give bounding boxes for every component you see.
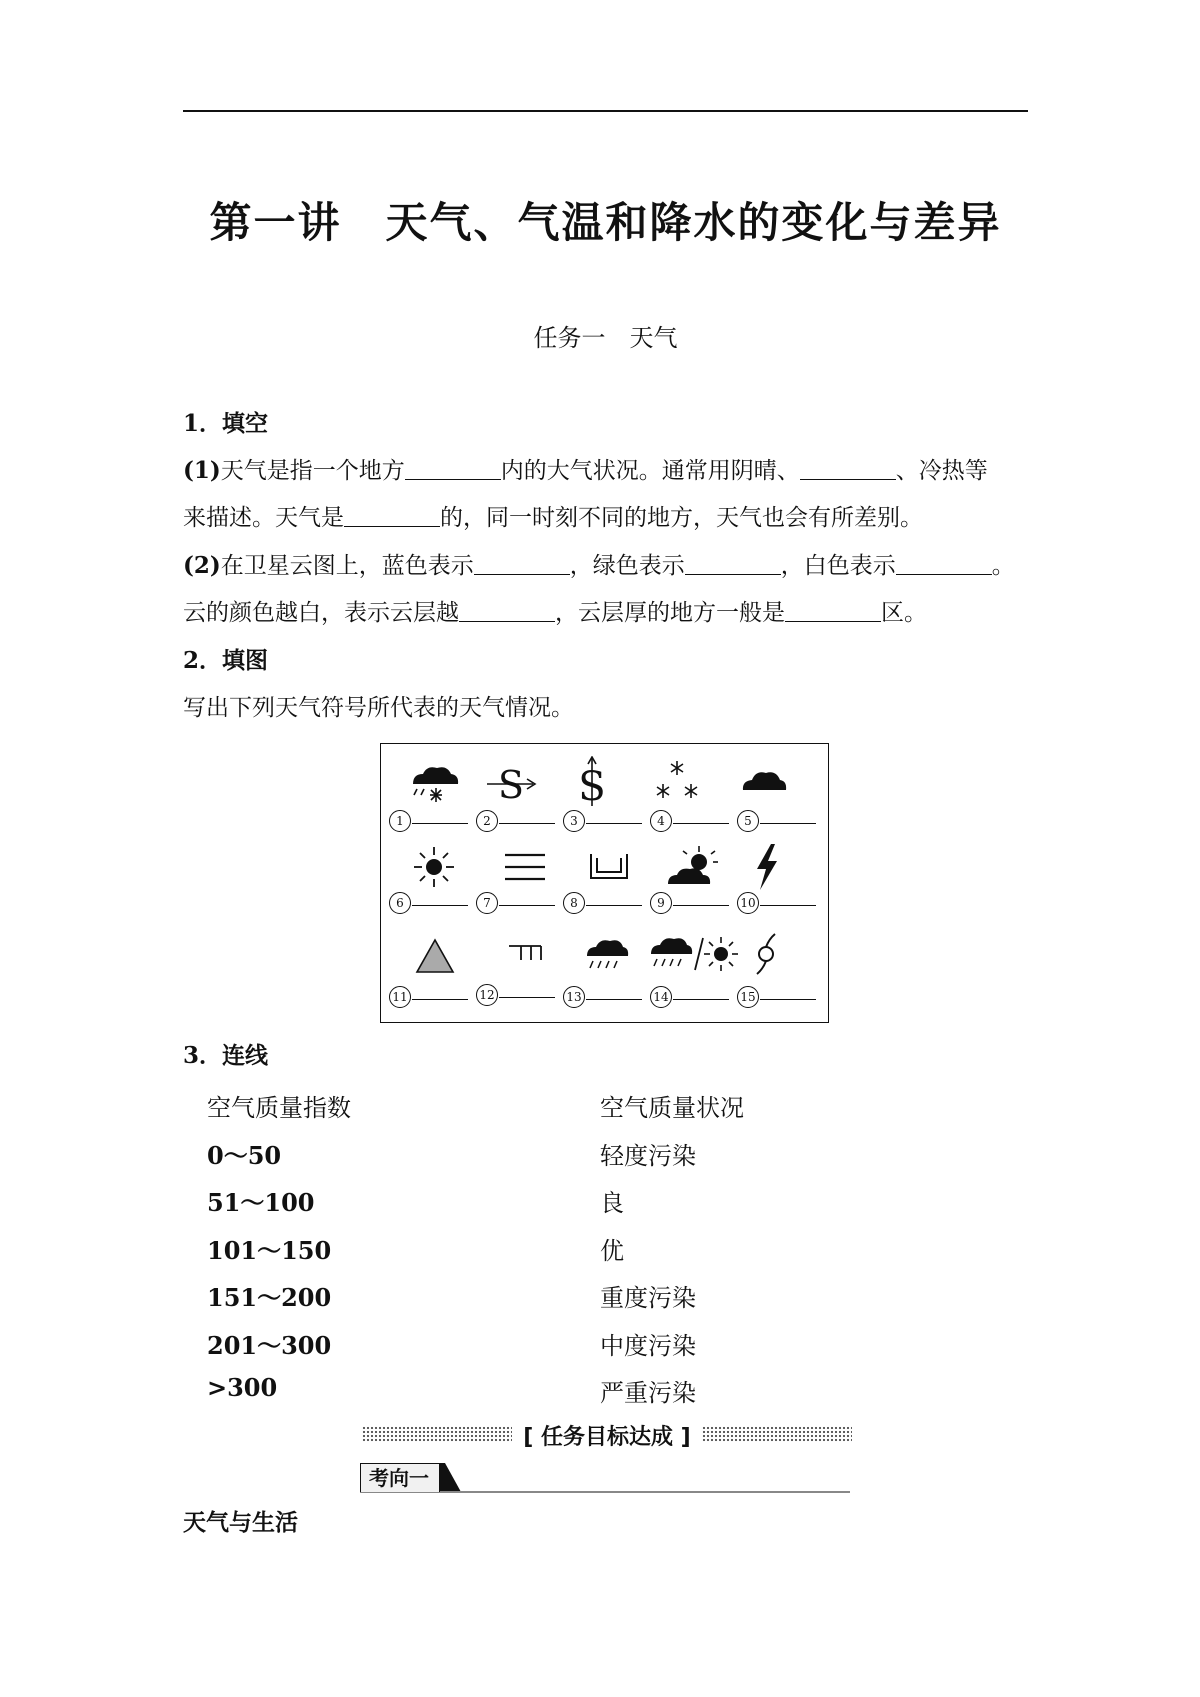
symbol-label	[389, 892, 468, 914]
air-quality-status[interactable]: 轻度污染	[600, 1142, 696, 1170]
page-title: 第一讲 天气、气温和降水的变化与差异	[209, 198, 1002, 247]
typhoon-icon	[749, 930, 783, 978]
section-2-heading: 2．填图	[183, 647, 269, 674]
answer-line[interactable]	[499, 997, 555, 998]
banner-text: [ 任务目标达成 ]	[523, 1425, 691, 1450]
svg-text:S: S	[578, 764, 606, 808]
answer-line[interactable]	[586, 999, 642, 1000]
air-quality-status[interactable]: 中度污染	[600, 1332, 696, 1360]
tab-corner-icon	[439, 1463, 461, 1491]
blank-answer[interactable]	[685, 552, 781, 575]
answer-line[interactable]	[412, 999, 468, 1000]
symbol-label	[389, 810, 468, 832]
blank-answer[interactable]	[344, 504, 440, 527]
weather-symbol-panel	[380, 743, 829, 1023]
symbol-label	[737, 810, 816, 832]
question-1-line-2	[183, 503, 923, 533]
answer-line[interactable]	[586, 905, 642, 906]
symbol-label	[737, 986, 816, 1008]
task-goal-banner	[362, 1420, 852, 1448]
symbol-label	[563, 810, 642, 832]
sleet-cloud-icon	[405, 762, 465, 808]
symbol-label	[476, 810, 555, 832]
item-number: (2)	[183, 552, 221, 579]
text-segment: ，白色表示	[780, 553, 896, 579]
answer-line[interactable]	[499, 823, 555, 824]
right-column-header: 空气质量状况	[600, 1094, 744, 1122]
blank-answer[interactable]	[459, 599, 555, 622]
wind-barb-icon	[505, 940, 545, 970]
text-segment: ，绿色表示	[569, 553, 685, 579]
symbol-label	[476, 984, 555, 1006]
text-segment: 、冷热等	[895, 458, 988, 484]
section-2-intro: 写出下列天气符号所代表的天气情况。	[183, 695, 574, 721]
aqi-range[interactable]: >300	[207, 1373, 278, 1402]
symbol-number: 10	[737, 892, 759, 914]
symbol-number: 6	[389, 892, 411, 914]
symbol-label	[476, 892, 555, 914]
tab-label-text: 考向一	[369, 1466, 429, 1490]
symbol-number: 7	[476, 892, 498, 914]
symbol-number: 13	[563, 986, 585, 1008]
partly-cloudy-icon	[665, 844, 719, 890]
answer-line[interactable]	[412, 905, 468, 906]
blank-answer[interactable]	[474, 552, 570, 575]
symbol-number: 8	[563, 892, 585, 914]
symbol-number: 1	[389, 810, 411, 832]
symbol-number: 4	[650, 810, 672, 832]
air-quality-status[interactable]: 优	[600, 1237, 624, 1265]
rain-cloud-icon	[581, 934, 631, 976]
symbol-label	[389, 986, 468, 1008]
answer-line[interactable]	[673, 999, 729, 1000]
text-segment: 云的颜色越白，表示云层越	[183, 600, 459, 626]
symbol-number: 2	[476, 810, 498, 832]
sandstorm-icon	[481, 760, 541, 806]
answer-line[interactable]	[673, 823, 729, 824]
text-segment: 区。	[881, 600, 927, 626]
answer-line[interactable]	[499, 905, 555, 906]
section-1-heading: 1．填空	[183, 410, 269, 437]
symbol-label	[650, 986, 729, 1008]
blank-answer[interactable]	[800, 457, 896, 480]
symbol-number: 9	[650, 892, 672, 914]
question-2-line-1	[183, 551, 1015, 581]
symbol-label	[563, 986, 642, 1008]
symbol-label	[737, 892, 816, 914]
aqi-range[interactable]: 201～300	[207, 1331, 332, 1360]
answer-line[interactable]	[760, 905, 816, 906]
answer-line[interactable]	[760, 823, 816, 824]
snow-icon	[649, 756, 705, 808]
answer-line[interactable]	[586, 823, 642, 824]
section-3-heading: 3．连线	[183, 1042, 269, 1069]
header-rule	[183, 110, 1028, 112]
aqi-range[interactable]: 151～200	[207, 1283, 332, 1312]
left-column-header: 空气质量指数	[207, 1094, 351, 1122]
overcast-icon	[733, 766, 793, 802]
dust-storm-icon	[567, 756, 617, 808]
fog-icon	[503, 850, 547, 884]
topic-heading: 天气与生活	[183, 1510, 298, 1536]
symbol-number: 3	[563, 810, 585, 832]
blank-answer[interactable]	[785, 599, 881, 622]
task-subtitle: 任务一 天气	[533, 324, 678, 352]
text-segment: ，云层厚的地方一般是	[555, 600, 785, 626]
aqi-range[interactable]: 0～50	[207, 1141, 282, 1170]
svg-text:S: S	[497, 763, 525, 806]
air-quality-status[interactable]: 严重污染	[600, 1379, 696, 1407]
symbol-number: 12	[476, 984, 498, 1006]
symbol-number: 15	[737, 986, 759, 1008]
blank-answer[interactable]	[405, 457, 501, 480]
item-number: (1)	[183, 457, 221, 484]
hail-icon	[413, 936, 457, 976]
symbol-label	[650, 810, 729, 832]
haze-icon	[587, 850, 631, 884]
air-quality-status[interactable]: 重度污染	[600, 1284, 696, 1312]
aqi-range[interactable]: 101～150	[207, 1236, 332, 1265]
answer-line[interactable]	[412, 823, 468, 824]
rain-then-sunny-icon	[647, 930, 741, 978]
answer-line[interactable]	[760, 999, 816, 1000]
text-segment: 。	[991, 553, 1015, 579]
tab-label	[360, 1463, 440, 1492]
symbol-number: 5	[737, 810, 759, 832]
text-segment: 天气是指一个地方	[220, 458, 405, 484]
blank-answer[interactable]	[896, 552, 992, 575]
text-segment: 来描述。天气是	[183, 505, 344, 531]
aqi-range[interactable]: 51～100	[207, 1188, 315, 1217]
direction-tab	[360, 1463, 850, 1493]
symbol-label	[563, 892, 642, 914]
air-quality-status[interactable]: 良	[600, 1189, 624, 1217]
symbol-number: 11	[389, 986, 411, 1008]
sunny-icon	[411, 844, 457, 890]
symbol-number: 14	[650, 986, 672, 1008]
text-segment: 内的大气状况。通常用阴晴、	[500, 458, 800, 484]
answer-line[interactable]	[673, 905, 729, 906]
question-2-line-2	[183, 598, 927, 628]
question-1-line-1	[183, 456, 988, 486]
text-segment: 在卫星云图上，蓝色表示	[220, 553, 474, 579]
text-segment: 的，同一时刻不同的地方，天气也会有所差别。	[440, 505, 923, 531]
symbol-label	[650, 892, 729, 914]
lightning-icon	[749, 842, 783, 892]
